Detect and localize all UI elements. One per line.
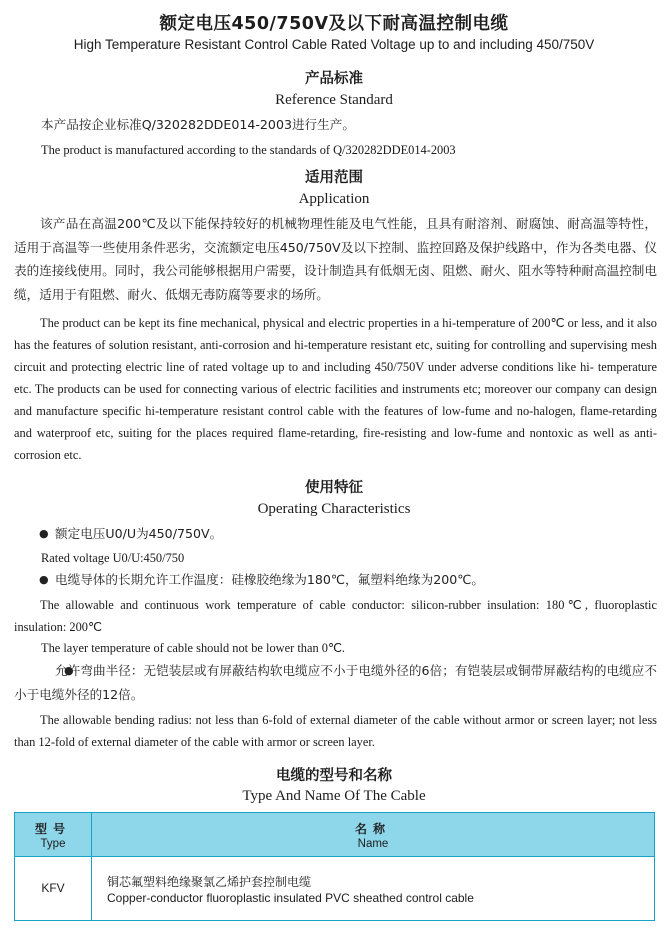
type-column-header bbox=[15, 813, 92, 856]
type-header-cn: 型号 bbox=[34, 822, 71, 836]
name-header-en: Name bbox=[357, 838, 389, 850]
cable-table-heading-cn: 电缆的型号和名称 bbox=[276, 768, 392, 784]
cable-name-cell bbox=[107, 874, 647, 906]
temperature-text-en: The allowable and continuous work temperature of cable conductor: silicon-rubber insulation: 180℃, fluoroplastic insulation: 200℃ bbox=[14, 598, 657, 634]
name-header-cn: 名称 bbox=[354, 822, 391, 836]
operating-heading-cn: 使用特征 bbox=[305, 480, 363, 496]
name-column-header bbox=[92, 813, 654, 856]
voltage-text-cn: ● 额定电压U0/U为450/750V。 bbox=[39, 522, 649, 546]
application-text-en: The product can be kept its fine mechanical, physical and electric properties in a hi-temperature of 200℃ or less, and it also has the features of solution resistant, anti-corrosion and hi-temperature resistant etc, suiting for controlling and supervising mesh circuit and protecting electric line of rated voltage up to and including 450/750V under adverse conditions like hi- temperature etc. The products can be used for connecting various of electric facilities and instruments etc; moreover our company can design and manufacture specific hi-temperature resistant control cable with the features of low-fume and no-halogen, flame-retarding and waterproof etc, suiting for the places required flame-retarding, fire-resisting and low-fume and nontoxic as well as anti-corrosion etc. bbox=[14, 316, 657, 462]
reference-standard-text-cn: 本产品按企业标准Q/320282DDE014-2003进行生产。 bbox=[41, 117, 355, 132]
cable-name-en: Copper-conductor fluoroplastic insulated PVC sheathed control cable bbox=[107, 891, 474, 905]
cable-type-cell: KFV bbox=[15, 857, 92, 920]
bullet-icon bbox=[39, 663, 55, 678]
application-heading-en: Application bbox=[298, 191, 370, 207]
type-header-en: Type bbox=[40, 838, 66, 850]
bending-text-cn bbox=[14, 659, 657, 706]
reference-standard-text-en: The product is manufactured according to the standards of Q/320282DDE014-2003 bbox=[41, 143, 456, 157]
page-subtitle: High Temperature Resistant Control Cable Rated Voltage up to and including 450/750V bbox=[73, 37, 595, 52]
temperature-text-cn: ● 电缆导体的长期允许工作温度：硅橡胶绝缘为180℃，氟塑料绝缘为200℃。 bbox=[39, 568, 654, 592]
page-title: 额定电压450/750V及以下耐高温控制电缆 bbox=[159, 14, 509, 34]
application-heading-cn: 适用范围 bbox=[305, 170, 363, 186]
cable-name-cn: 铜芯氟塑料绝缘聚氯乙烯护套控制电缆 bbox=[107, 875, 312, 889]
layer-temperature-text-en: The layer temperature of cable should not be lower than 0℃. bbox=[41, 641, 345, 655]
reference-standard-heading-cn: 产品标准 bbox=[305, 71, 363, 87]
table-header bbox=[15, 813, 654, 857]
voltage-text-en: Rated voltage U0/U:450/750 bbox=[41, 551, 185, 565]
cable-table-heading-en: Type And Name Of The Cable bbox=[242, 788, 426, 804]
operating-heading-en: Operating Characteristics bbox=[257, 501, 411, 517]
bending-text-en: The allowable bending radius: not less than 6-fold of external diameter of the cable without armor or screen layer; not less than 12-fold of external diameter of the cable with armor or screen layer. bbox=[14, 713, 657, 749]
reference-standard-heading-en: Reference Standard bbox=[275, 92, 393, 108]
cable-type-table bbox=[14, 812, 655, 921]
application-text-cn: 该产品在高温200℃及以下能保持较好的机械物理性能及电气性能，且具有耐溶剂、耐腐蚀、耐高温等特性，适用于高温等一些使用条件恶劣，交流额定电压450/750V及以下控制、监控回路及保护线路中，作为各类电器、仪表的连接线使用。同时，我公司能够根据用户需要，设计制造具有低烟无卤、阻燃、耐火、阻水等特种耐高温控制电缆，适用于有阻燃、耐火、低烟无毒防腐等要求的场所。 bbox=[14, 216, 657, 302]
bending-text-cn-content: 允许弯曲半径：无铠装层或有屏蔽结构软电缆应不小于电缆外径的6倍；有铠装层或铜带屏蔽结构的电缆应不小于电缆外径的12倍。 bbox=[14, 663, 657, 702]
